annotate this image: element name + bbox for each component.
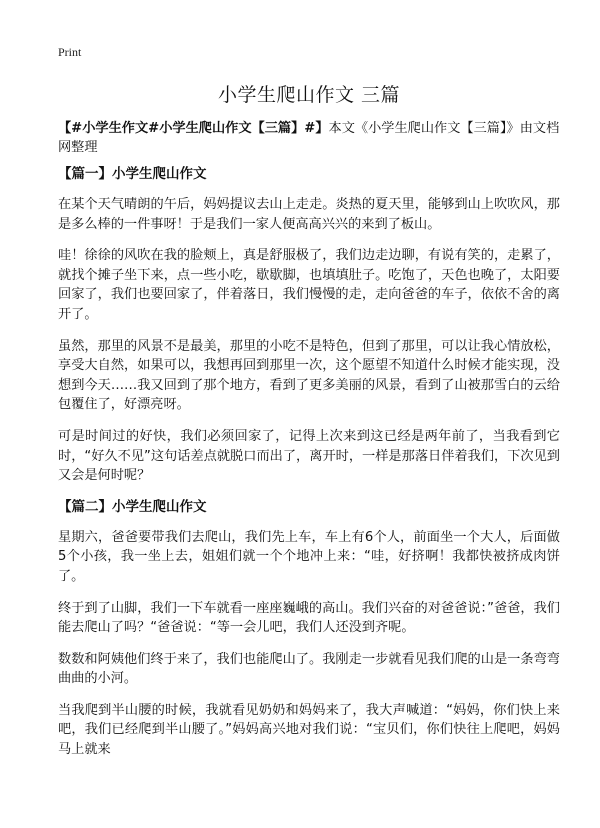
document-title: 小学生爬山作文 三篇 [217,84,401,106]
paragraph: 当我爬到半山腰的时候，我就看见奶奶和妈妈来了，我大声喊道：“妈妈，你们快上来吧，我们已经爬到半山腰了。”妈妈高兴地对我们说：“宝贝们，你们快往上爬吧，妈妈马上就来 [58,702,560,758]
paragraph: 在某个天气晴朗的午后，妈妈提议去山上走走。炎热的夏天里，能够到山上吹吹风，那是多么棒的一件事呀！于是我们一家人便高高兴兴的来到了板山。 [58,197,560,232]
print-label: Print [58,45,82,59]
intro-text: 本文《小学生爬山作文【三篇】》由文档网整理 [58,121,560,155]
section-heading: 【篇二】小学生爬山作文 [58,498,207,515]
paragraph: 星期六，爸爸要带我们去爬山，我们先上车，车上有6个人，前面坐一个大人，后面做5个小孩，我一坐上去，姐姐们就一个个地冲上来：“哇，好挤啊！我都快被挤成肉饼了。 [58,529,560,584]
section-heading: 【篇一】小学生爬山作文 [58,166,207,182]
paragraph: 哇！徐徐的风吹在我的脸颊上，真是舒服极了，我们边走边聊，有说有笑的，走累了，就找个摊子坐下来，点一些小吃，歇歇脚，也填填肚子。吃饱了，天色也晚了，太阳要回家了，我们也要回家了，伴着落日，我们慢慢的走，走向爸爸的车子，依依不舍的离开了。 [58,248,560,322]
section-one [58,165,560,486]
intro-paragraph [58,119,560,157]
paragraph: 虽然，那里的风景不是最美，那里的小吃不是特色，但到了那里，可以让我心情放松，享受大自然，如果可以，我想再回到那里一次，这个愿望不知道什么时候才能实现，没想到今天……我又回到了那个地方，看到了更多美丽的风景，看到了山被那雪白的云给包覆住了，好漂亮呀。 [58,338,560,413]
intro-tags: 【#小学生作文#小学生爬山作文【三篇】#】 [58,121,329,136]
section-two [58,498,560,760]
paragraph: 数数和阿姨他们终于来了，我们也能爬山了。我刚走一步就看见我们爬的山是一条弯弯曲曲的小河。 [58,651,560,687]
paragraph: 可是时间过的好快，我们必须回家了，记得上次来到这已经是两年前了，当我看到它时，“好久不见”这句话差点就脱口而出了，离开时，一样是那落日伴着我们，下次见到又会是何时呢？ [58,428,560,484]
paragraph: 终于到了山脚，我们一下车就看一座座巍峨的高山。我们兴奋的对爸爸说：”爸爸，我们能去爬山了吗？“爸爸说：“等一会儿吧，我们人还没到齐呢。 [58,600,560,636]
